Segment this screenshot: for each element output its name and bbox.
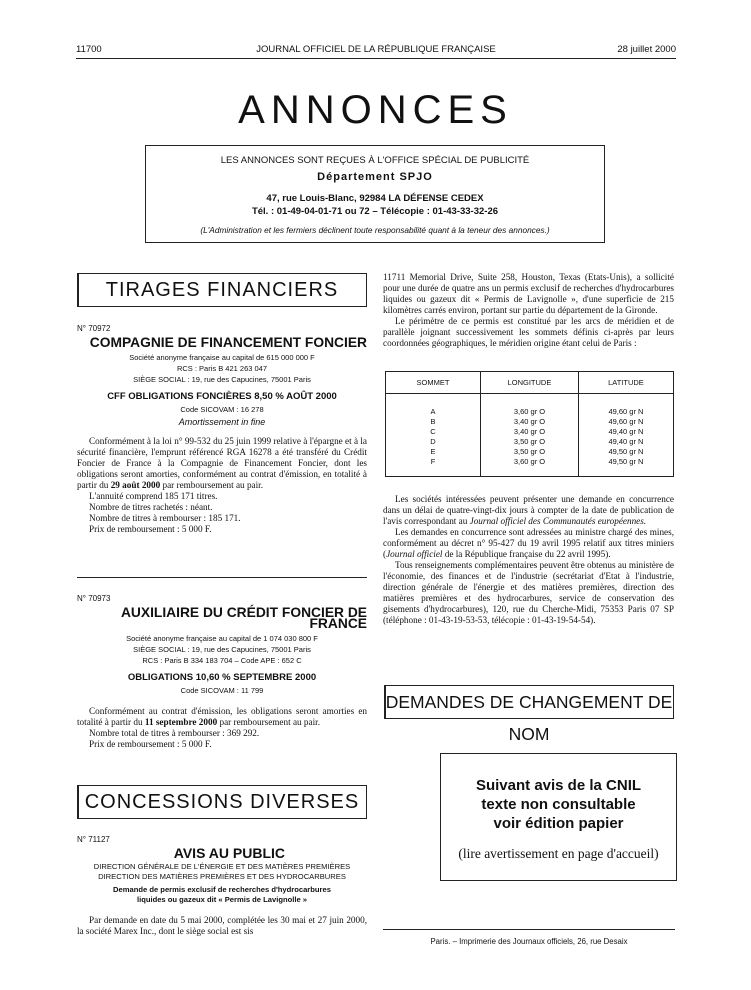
- table-cell: 3,50 gr O: [481, 446, 579, 456]
- table-cell: A: [386, 406, 481, 416]
- page-title: ANNONCES: [238, 88, 513, 132]
- company-seat: SIÈGE SOCIAL : 19, rue des Capucines, 75001 Paris: [133, 375, 311, 384]
- section-heading-text: DEMANDES DE CHANGEMENT DE NOM: [385, 692, 673, 744]
- table-cell: C: [386, 426, 481, 436]
- notice-address: 47, rue Louis-Blanc, 92984 LA DÉFENSE CEDEX: [266, 193, 484, 204]
- section-heading-concessions: [77, 785, 367, 819]
- bond-code: Code SICOVAM : 11 799: [180, 686, 264, 695]
- announcement-body: Conformément à la loi n° 99-532 du 25 juin 1999 relative à l'épargne et à la sécurité financière, l'emprunt référencé RGA 16278 a été transféré du Crédit Foncier de France à la Compagnie de Financement Foncier, dont les obligations seront amorties, conformément au contrat d'émission, en totalité à partir du 29 août 2000 par remboursement au pair.: [77, 436, 367, 490]
- table-cell: 49,60 gr N: [578, 406, 673, 416]
- company-capital: Société anonyme française au capital de 615 000 000 F: [129, 353, 315, 362]
- notice-box: [145, 145, 605, 243]
- body-line: Prix de remboursement : 5 000 F.: [89, 524, 212, 534]
- notice-disclaimer: (L'Administration et les fermiers déclinent toute responsabilité quant à la teneur des annonces.): [200, 225, 550, 235]
- section-heading-text: TIRAGES FINANCIERS: [105, 279, 339, 301]
- table-row: [386, 436, 674, 446]
- avis-paragraph-3: Le périmètre de ce permis est constitué par les arcs de méridien et de parallèle joignant successivement les sommets définis ci-après par leurs coordonnées géographiques, le méridien origine étant celui de Paris :: [383, 316, 674, 348]
- permit-subject-1: Demande de permis exclusif de recherches d'hydrocarbures: [113, 885, 331, 894]
- announcement-number: N° 70972: [77, 324, 111, 333]
- issue-date: 28 juillet 2000: [617, 44, 676, 55]
- column-header: LONGITUDE: [481, 372, 579, 394]
- journal-name: JOURNAL OFFICIEL DE LA RÉPUBLIQUE FRANÇAISE: [256, 44, 496, 55]
- coordinates-table: [385, 371, 674, 477]
- cnil-line-1: Suivant avis de la CNIL: [475, 777, 642, 794]
- avis-paragraph-2: 11711 Memorial Drive, Suite 258, Houston, Texas (Etats-Unis), a sollicité pour une durée de quatre ans un permis exclusif de recherches d'hydrocarbures liquides ou gazeux dit « Permis de Lavignolle », d'une superficie de 215 kilomètres carrés environ, portant sur partie du département de la Gironde.: [383, 272, 674, 315]
- announcement-body: Conformément au contrat d'émission, les obligations seront amorties en totalité à partir du 11 septembre 2000 par remboursement au pair.: [77, 706, 367, 727]
- section-heading-tirages: [77, 273, 367, 307]
- table-cell: 3,40 gr O: [481, 416, 579, 426]
- announcement-number: N° 70973: [77, 594, 111, 603]
- table-row: [386, 406, 674, 416]
- column-header: SOMMET: [386, 372, 481, 394]
- body-line: L'annuité comprend 185 171 titres.: [89, 491, 218, 501]
- header-rule: [76, 58, 676, 59]
- column-header: LATITUDE: [578, 372, 673, 394]
- bond-code: Code SICOVAM : 16 278: [180, 405, 264, 414]
- table-cell: 49,50 gr N: [578, 456, 673, 466]
- avis-paragraph-1: Par demande en date du 5 mai 2000, complétée les 30 mai et 27 juin 2000, la société Marex Inc., dont le siège social est sis: [77, 915, 367, 936]
- table-cell: 3,60 gr O: [481, 406, 579, 416]
- cnil-line-2: texte non consultable: [481, 796, 636, 813]
- body-line: Prix de remboursement : 5 000 F.: [89, 739, 212, 749]
- section-heading-demandes: [384, 685, 674, 744]
- table-cell: F: [386, 456, 481, 466]
- body-line: Nombre total de titres à rembourser : 369 292.: [89, 728, 260, 738]
- table-cell: 49,50 gr N: [578, 446, 673, 456]
- notice-department: Département SPJO: [317, 171, 433, 183]
- table-row: [386, 416, 674, 426]
- table-row: [386, 456, 674, 466]
- direction-1: DIRECTION GÉNÉRALE DE L'ÉNERGIE ET DES MATIÈRES PREMIÈRES: [93, 862, 351, 871]
- body-line: Nombre de titres à rembourser : 185 171.: [89, 513, 241, 523]
- announcement-70972: [77, 323, 367, 535]
- separator: [77, 577, 367, 578]
- section-heading-text: CONCESSIONS DIVERSES: [84, 791, 360, 813]
- announcement-71127: [77, 834, 367, 937]
- permit-subject: [77, 885, 367, 905]
- bond-title: OBLIGATIONS 10,60 % SEPTEMBRE 2000: [127, 672, 317, 683]
- avis-continued: [383, 272, 674, 349]
- table-cell: 3,40 gr O: [481, 426, 579, 436]
- direction-lines: [77, 862, 367, 882]
- company-name: AUXILIAIRE DU CRÉDIT FONCIER DE FRANCE: [120, 605, 367, 631]
- table-header-row: [386, 372, 674, 394]
- table-cell: 49,40 gr N: [578, 426, 673, 436]
- avis-title: AVIS AU PUBLIC: [173, 845, 285, 861]
- avis-paragraph-6: Tous renseignements complémentaires peuvent être obtenus au ministère de l'économie, des finances et de l'industrie (secrétariat d'Etat à l'industrie, direction générale de l'énergie et des matières premières, direction des matières premières et des hydrocarbures, service de conservation des gisements d'hydrocarbures), 120, rue du Cherche-Midi, 75353 Paris 07 SP (téléphone : 01-43-19-53-53, télécopie : 01-43-19-54-54).: [383, 560, 674, 625]
- amortisation-mode: Amortissement in fine: [178, 417, 266, 427]
- cnil-notice-box: [440, 753, 677, 881]
- table-cell: D: [386, 436, 481, 446]
- company-rcs: RCS : Paris B 421 263 047: [176, 364, 268, 373]
- announcement-70973: [77, 593, 367, 750]
- avis-paragraph-4: Les sociétés intéressées peuvent présenter une demande en concurrence dans un délai de quatre-vingt-dix jours à compter de la date de publication de l'avis correspondant au Journal officiel des Communautés européennes.: [383, 494, 674, 526]
- table-cell: E: [386, 446, 481, 456]
- company-name: COMPAGNIE DE FINANCEMENT FONCIER: [89, 335, 367, 350]
- announcement-number: N° 71127: [77, 835, 110, 844]
- table-cell: 49,60 gr N: [578, 416, 673, 426]
- imprint-rule: [383, 929, 675, 930]
- company-info: [77, 352, 367, 385]
- table-cell: 3,60 gr O: [481, 456, 579, 466]
- company-info: [77, 633, 367, 666]
- company-seat: SIÈGE SOCIAL : 19, rue des Capucines, 75001 Paris: [133, 645, 311, 654]
- cnil-line-3: voir édition papier: [493, 815, 624, 832]
- bond-title: CFF OBLIGATIONS FONCIÈRES 8,50 % AOÛT 2000: [107, 391, 337, 402]
- notice-phone: Tél. : 01-49-04-01-71 ou 72 – Télécopie : 01-43-33-32-26: [251, 206, 499, 217]
- table-row: [386, 426, 674, 436]
- avis-paragraph-5: Les demandes en concurrence sont adressées au ministre chargé des mines, conformément au décret n° 95-427 du 19 avril 1995 relatif aux titres miniers (Journal officiel de la République française du 22 avril 1995).: [383, 527, 674, 559]
- cnil-line-4: (lire avertissement en page d'accueil): [458, 846, 659, 861]
- permit-subject-2: liquides ou gazeux dit « Permis de Lavignolle »: [136, 895, 308, 904]
- table-cell: 3,50 gr O: [481, 436, 579, 446]
- table-row: [386, 446, 674, 456]
- table-cell: 49,40 gr N: [578, 436, 673, 446]
- imprint: Paris. – Imprimerie des Journaux officiels, 26, rue Desaix: [430, 937, 628, 946]
- company-capital: Société anonyme française au capital de 1 074 030 800 F: [126, 634, 318, 643]
- table-cell: B: [386, 416, 481, 426]
- avis-continued-2: [383, 494, 674, 626]
- page-number: 11700: [76, 44, 102, 55]
- direction-2: DIRECTION DES MATIÈRES PREMIÈRES ET DES HYDROCARBURES: [98, 872, 346, 881]
- notice-line-1: LES ANNONCES SONT REÇUES À L'OFFICE SPÉCIAL DE PUBLICITÉ: [220, 155, 530, 166]
- body-line: Nombre de titres rachetés : néant.: [89, 502, 213, 512]
- company-rcs: RCS : Paris B 334 183 704 – Code APE : 652 C: [142, 656, 302, 665]
- running-header: [76, 44, 676, 58]
